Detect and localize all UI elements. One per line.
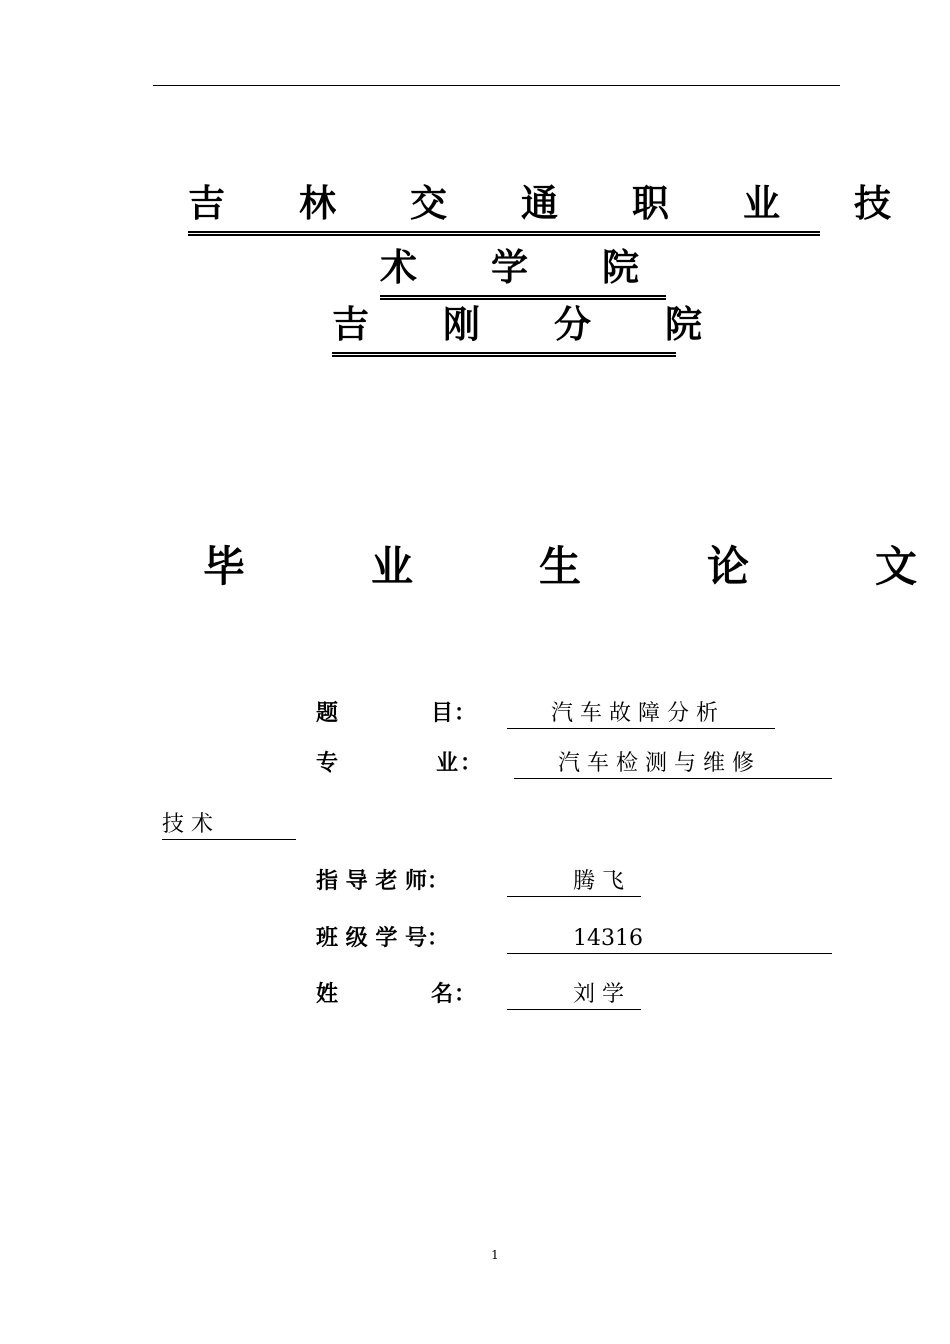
document-type-title: 毕 业 生 论 文: [203, 542, 918, 591]
topic-label: 题 目：: [316, 701, 478, 726]
branch-name-text: 吉 刚 分 院: [332, 301, 676, 357]
student-name-value: 刘 学: [507, 980, 641, 1010]
institution-name-text-1: 吉 林 交 通 职 业 技: [188, 180, 820, 236]
institution-name-text-2: 术 学 院: [380, 244, 666, 300]
topic-value: 汽 车 故 障 分 析: [507, 699, 775, 729]
institution-name-line-1: [0, 180, 950, 236]
major-label: 专 业：: [316, 751, 485, 776]
advisor-label: 指 导 老 师：: [316, 869, 449, 894]
major-value: 汽 车 检 测 与 维 修: [514, 749, 832, 779]
class-number-value: 14316: [507, 924, 832, 954]
major-value-continued: 技 术: [162, 810, 296, 840]
class-number-label: 班 级 学 号：: [316, 926, 449, 951]
header-rule: [153, 85, 840, 86]
student-name-label: 姓 名：: [316, 982, 478, 1007]
institution-name-line-2: [0, 244, 950, 300]
branch-name-line: [0, 301, 950, 357]
advisor-value: 腾 飞: [507, 867, 641, 897]
page-number: 1: [491, 1248, 499, 1262]
